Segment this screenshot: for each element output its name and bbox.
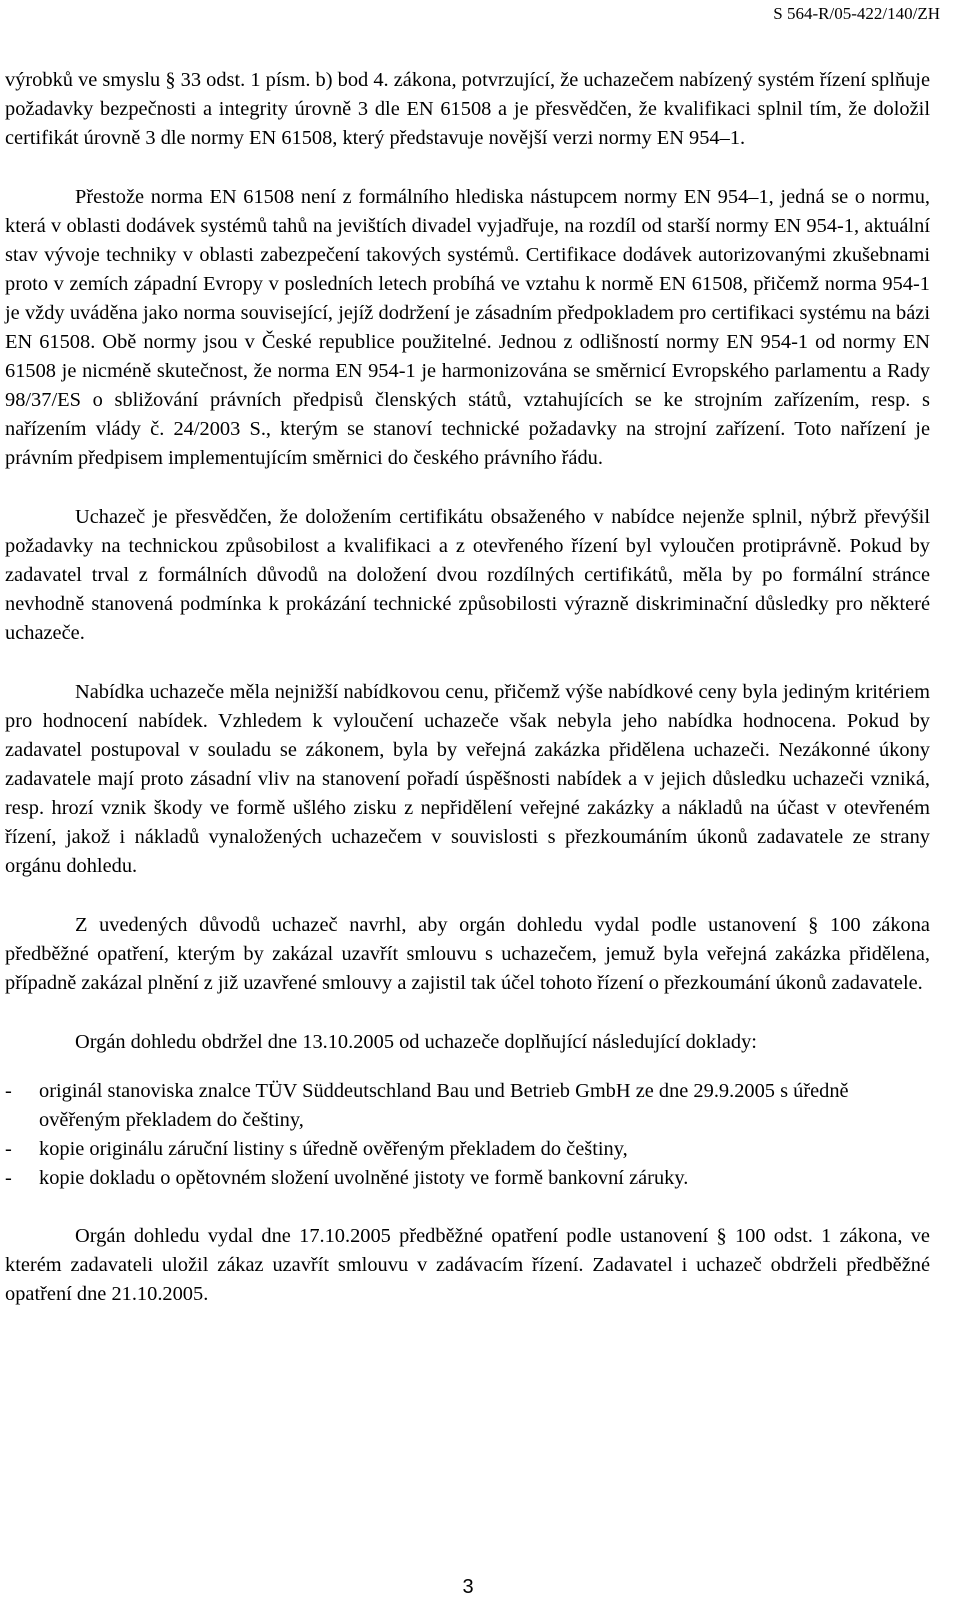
dash-marker: -: [5, 1167, 12, 1189]
paragraph-continuation: výrobků ve smyslu § 33 odst. 1 písm. b) bod 4. zákona, potvrzující, že uchazečem nabízený systém řízení splňuje požadavky bezpečnosti a integrity úrovně 3 dle EN 61508 a je přesvědčen, že kvalifikaci splnil tím, že doložil certifikát úrovně 3 dle normy EN 61508, který představuje novější verzi normy EN 954–1.: [5, 69, 930, 149]
page-number: 3: [462, 1576, 474, 1598]
list-item-text: kopie originálu záruční listiny s úředně ověřeným překladem do češtiny,: [39, 1138, 628, 1160]
documents-list: [5, 1077, 930, 1193]
list-item: [5, 1077, 930, 1135]
list-item-text: kopie dokladu o opětovném složení uvolněné jistoty ve formě bankovní záruky.: [39, 1167, 689, 1189]
document-body: [5, 66, 930, 1339]
list-item: [5, 1164, 930, 1193]
paragraph-received-documents: Orgán dohledu obdržel dne 13.10.2005 od uchazeče doplňující následující doklady:: [75, 1031, 757, 1053]
document-reference-number: S 564-R/05-422/140/ZH: [773, 4, 940, 23]
paragraph-qualification: Uchazeč je přesvědčen, že doložením certifikátu obsaženého v nabídce nejenže splnil, nýbrž převýšil požadavky na technickou způsobilost a kvalifikaci a z otevřeného řízení byl vyloučen protiprávně. Pokud by zadavatel trval z formálních důvodů na doložení dvou rozdílných certifikátů, měla by po formální stránce nevhodně stanovená podmínka k prokázání technické způsobilosti výrazně diskriminační důsledky pro některé uchazeče.: [5, 506, 930, 644]
list-item-text: originál stanoviska znalce TÜV Süddeutschland Bau und Betrieb GmbH ze dne 29.9.2005 s úředně ověřeným překladem do češtiny,: [39, 1080, 849, 1131]
dash-marker: -: [5, 1080, 12, 1102]
paragraph-interim-measure-issued: Orgán dohledu vydal dne 17.10.2005 předběžné opatření podle ustanovení § 100 odst. 1 zákona, ve kterém zadavateli uložil zákaz uzavřít smlouvu v zadávacím řízení. Zadavatel i uchazeč obdrželi předběžné opatření dne 21.10.2005.: [5, 1225, 930, 1305]
paragraph-lowest-price: Nabídka uchazeče měla nejnižší nabídkovou cenu, přičemž výše nabídkové ceny byla jediným kritériem pro hodnocení nabídek. Vzhledem k vyloučení uchazeče však nebyla jeho nabídka hodnocena. Pokud by zadavatel postupoval v souladu se zákonem, byla by veřejná zakázka přidělena uchazeči. Nezákonné úkony zadavatele mají proto zásadní vliv na stanovení pořadí úspěšnosti nabídek a v jejich důsledku uchazeči vzniká, resp. hrozí vznik škody ve formě ušlého zisku z nepřidělení veřejné zakázky a nákladů na účast v otevřeném řízení, jakož i nákladů vynaložených uchazečem v souvislosti s přezkoumáním úkonů zadavatele ze strany orgánu dohledu.: [5, 681, 930, 877]
dash-marker: -: [5, 1138, 12, 1160]
list-item: [5, 1135, 930, 1164]
paragraph-interim-measure-request: Z uvedených důvodů uchazeč navrhl, aby orgán dohledu vydal podle ustanovení § 100 zákona předběžné opatření, kterým by zakázal uzavřít smlouvu s uchazečem, jemuž byla veřejná zakázka přidělena, případně zakázal plnění z již uzavřené smlouvy a zajistil tak účel tohoto řízení o přezkoumání úkonů zadavatele.: [5, 914, 930, 994]
paragraph-norms: Přestože norma EN 61508 není z formálního hlediska nástupcem normy EN 954–1, jedná se o normu, která v oblasti dodávek systémů tahů na jevištích divadel vyjadřuje, na rozdíl od starší normy EN 954-1, aktuální stav vývoje techniky v oblasti zabezpečení takových systémů. Certifikace dodávek autorizovanými zkušebnami proto v zemích západní Evropy v posledních letech probíhá ve vztahu k normě EN 61508, přičemž norma 954-1 je vždy uváděna jako norma související, jejíž dodržení je zásadním předpokladem pro certifikaci systému na bázi EN 61508. Obě normy jsou v České republice použitelné. Jednou z odlišností normy EN 954-1 od normy EN 61508 je nicméně skutečnost, že norma EN 954-1 je harmonizována se směrnicí Evropského parlamentu a Rady 98/37/ES o sbližování právních předpisů členských států, vztahujících se ke strojním zařízením, resp. s nařízením vlády č. 24/2003 S., kterým se stanoví technické požadavky na strojní zařízení. Toto nařízení je právním předpisem implementujícím směrnici do českého právního řádu.: [5, 186, 930, 469]
